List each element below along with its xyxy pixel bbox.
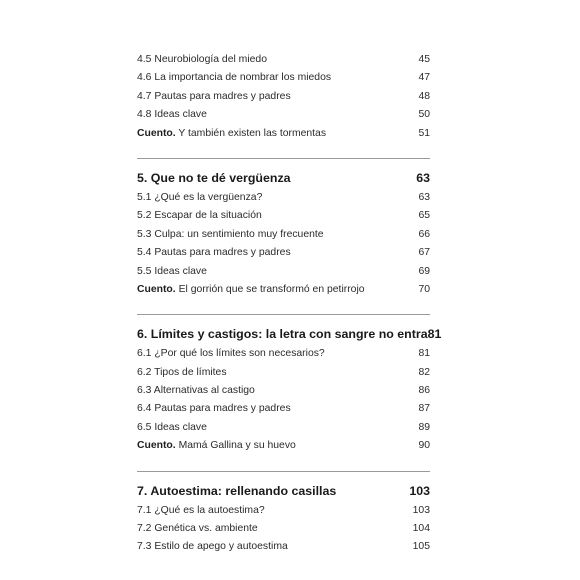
toc-entry[interactable] — [137, 88, 430, 106]
entry-page-number: 90 — [418, 440, 430, 452]
toc-entry[interactable] — [137, 69, 430, 87]
chapter-page-number: 63 — [416, 170, 430, 185]
story-label: Cuento. — [137, 127, 176, 139]
entry-title — [137, 106, 412, 124]
entry-title — [137, 207, 412, 225]
toc-entry[interactable] — [137, 189, 430, 207]
chapter-page-number: 103 — [409, 483, 430, 498]
entry-title — [137, 364, 412, 382]
entry-title-text: 5.4 Pautas para madres y padres — [137, 247, 291, 259]
entry-title-text: El gorrión que se transformó en petirrojo — [178, 283, 365, 295]
entry-title-text: 5.1 ¿Qué es la vergüenza? — [137, 191, 263, 203]
toc-entry[interactable] — [137, 244, 430, 262]
chapter-heading[interactable] — [137, 481, 430, 502]
toc-entry[interactable] — [137, 345, 430, 363]
toc-entry[interactable] — [137, 263, 430, 281]
entry-title-text: 4.5 Neurobiología del miedo — [137, 54, 267, 65]
entry-title — [137, 400, 412, 418]
entry-title — [137, 189, 412, 207]
entry-page-number: 66 — [418, 228, 430, 240]
entry-page-number: 65 — [418, 210, 430, 222]
toc-entry[interactable] — [137, 502, 430, 520]
chapter-title: 7. Autoestima: rellenando casillas — [137, 483, 337, 498]
chapter-heading[interactable] — [137, 168, 430, 189]
entry-title-text: 5.5 Ideas clave — [137, 265, 207, 277]
entry-page-number: 105 — [412, 541, 430, 553]
toc-entry[interactable] — [137, 382, 430, 400]
entry-title-text: Y también existen las tormentas — [178, 127, 327, 139]
toc-entry[interactable] — [137, 538, 430, 556]
spacer — [137, 472, 430, 481]
entry-title-text: 4.6 La importancia de nombrar los miedos — [137, 72, 332, 84]
story-entry[interactable] — [137, 437, 430, 455]
chapter-heading[interactable] — [137, 324, 442, 345]
entry-page-number: 50 — [418, 109, 430, 121]
entry-title — [137, 345, 412, 363]
entry-title-text: 4.8 Ideas clave — [137, 109, 207, 121]
entry-title — [137, 244, 412, 262]
entry-title-text: Mamá Gallina y su huevo — [178, 440, 296, 452]
toc-entry[interactable] — [137, 207, 430, 225]
entry-title — [137, 520, 407, 538]
entry-title — [137, 502, 407, 520]
entry-title-text: 6.1 ¿Por qué los límites son necesarios? — [137, 348, 325, 360]
entry-title-text: 7.3 Estilo de apego y autoestima — [137, 541, 288, 553]
entry-page-number: 86 — [418, 385, 430, 397]
entry-page-number: 103 — [412, 504, 430, 516]
entry-page-number: 70 — [418, 283, 430, 295]
entry-page-number: 89 — [418, 421, 430, 433]
entry-title-text: 6.5 Ideas clave — [137, 421, 207, 433]
toc-entry[interactable] — [137, 520, 430, 538]
toc-entry[interactable] — [137, 419, 430, 437]
entry-title-text: 7.2 Genética vs. ambiente — [137, 523, 258, 535]
entry-page-number: 104 — [412, 523, 430, 535]
story-label: Cuento. — [137, 283, 176, 295]
toc-entry[interactable] — [137, 51, 430, 69]
entry-page-number: 51 — [418, 127, 430, 139]
entry-title — [137, 281, 412, 299]
story-label: Cuento. — [137, 440, 176, 452]
entry-title-text: 5.2 Escapar de la situación — [137, 210, 262, 222]
chapter-title: 6. Límites y castigos: la letra con sangre no entra — [137, 327, 428, 342]
entry-title-text: 6.4 Pautas para madres y padres — [137, 403, 291, 415]
entry-title-text: 6.3 Alternativas al castigo — [137, 385, 255, 397]
toc-entry[interactable] — [137, 400, 430, 418]
spacer — [137, 456, 430, 471]
chapter-page-number: 81 — [427, 327, 442, 342]
entry-page-number: 47 — [418, 72, 430, 84]
entry-title — [137, 125, 412, 143]
entry-page-number: 82 — [418, 366, 430, 378]
entry-title — [137, 88, 412, 106]
entry-page-number: 48 — [418, 90, 430, 102]
entry-title-text: 7.1 ¿Qué es la autoestima? — [137, 504, 265, 516]
spacer — [137, 159, 430, 168]
entry-title — [137, 226, 412, 244]
entry-title — [137, 69, 412, 87]
spacer — [137, 143, 430, 158]
entry-title-text: 6.2 Tipos de límites — [137, 366, 227, 378]
entry-page-number: 81 — [418, 348, 430, 360]
entry-title — [137, 382, 412, 400]
toc-entry[interactable] — [137, 106, 430, 124]
entry-title — [137, 263, 412, 281]
entry-title — [137, 437, 412, 455]
entry-title — [137, 538, 407, 556]
entry-title — [137, 419, 412, 437]
entry-page-number: 69 — [418, 265, 430, 277]
entry-title-text: 4.7 Pautas para madres y padres — [137, 90, 291, 102]
toc-entry[interactable] — [137, 364, 430, 382]
spacer — [137, 299, 430, 314]
table-of-contents — [137, 51, 442, 557]
entry-page-number: 63 — [418, 191, 430, 203]
story-entry[interactable] — [137, 125, 430, 143]
entry-title-text: 5.3 Culpa: un sentimiento muy frecuente — [137, 228, 324, 240]
entry-title — [137, 51, 412, 69]
story-entry[interactable] — [137, 281, 430, 299]
entry-page-number: 45 — [418, 54, 430, 65]
entry-page-number: 67 — [418, 247, 430, 259]
chapter-title: 5. Que no te dé vergüenza — [137, 170, 291, 185]
spacer — [137, 315, 430, 324]
entry-page-number: 87 — [418, 403, 430, 415]
toc-entry[interactable] — [137, 226, 430, 244]
